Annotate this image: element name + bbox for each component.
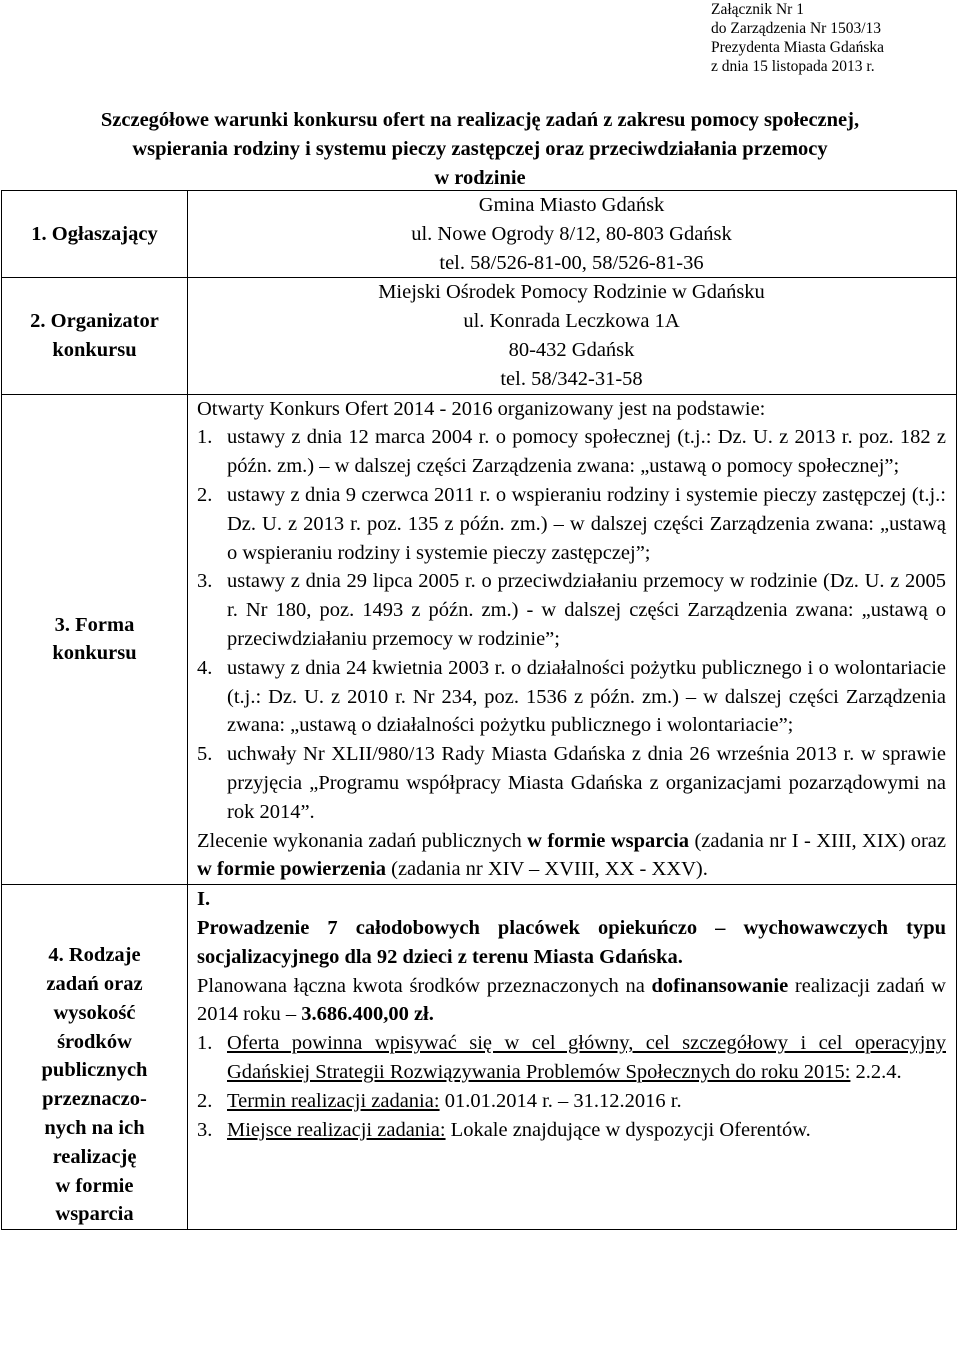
item-number: 5.: [197, 743, 213, 766]
legal-basis-item: [197, 423, 946, 481]
item-text: uchwały Nr XLII/980/13 Rady Miasta Gdańska z dnia 26 września 2013 r. w sprawie przyjęcia „Programu współpracy Miasta Gdańska z organizacjami pozarządowymi na rok 2014”.: [227, 743, 946, 823]
task-condition-item: [197, 1029, 946, 1087]
label-organizer: [2, 278, 188, 394]
label-line: środków: [57, 1030, 132, 1053]
task-roman-number: I.: [197, 888, 211, 911]
address-line: tel. 58/342-31-58: [500, 367, 643, 390]
label-line: przeznaczo-: [42, 1088, 147, 1111]
label-line: w formie: [55, 1174, 134, 1197]
item-number: 3.: [197, 1118, 213, 1141]
closing-text: Zlecenie wykonania zadań publicznych: [197, 829, 528, 852]
item-text: ustawy z dnia 29 lipca 2005 r. o przeciwdziałaniu przemocy w rodzinie (Dz. U. z 2005 r. Nr 180, poz. 1493 z późn. zm.) - w dalszej części Zarządzenia zwana: „ustawą o przeciwdziałaniu przemocy w rodzinie”;: [227, 570, 946, 650]
form-closing: [197, 827, 946, 885]
address-line: ul. Konrada Leczkowa 1A: [463, 310, 680, 333]
item-text: [227, 1029, 946, 1087]
form-intro: Otwarty Konkurs Ofert 2014 - 2016 organizowany jest na podstawie:: [197, 397, 766, 420]
item-number: 4.: [197, 656, 213, 679]
item-rest: Lokale znajdujące w dyspozycji Oferentów.: [445, 1118, 811, 1141]
label-announcer: [2, 191, 188, 278]
funding-amount: 3.686.400,00 zł.: [301, 1003, 434, 1026]
title-line: wspierania rodziny i systemu pieczy zastępczej oraz przeciwdziałania przemocy: [132, 138, 828, 160]
task-condition-item: [197, 1087, 946, 1116]
item-underlined: Termin realizacji zadania:: [227, 1089, 440, 1112]
content-form: [188, 394, 957, 885]
legal-basis-item: [197, 654, 946, 740]
funding-text: Planowana łączna kwota środków przeznaczonych na: [197, 974, 652, 997]
closing-bold: w formie wsparcia: [527, 829, 690, 852]
row-announcer: [2, 191, 957, 278]
label-line: 4. Rodzaje: [48, 944, 141, 967]
funding-bold: dofinansowanie: [651, 974, 789, 997]
item-text: ustawy z dnia 24 kwietnia 2003 r. o działalności pożytku publicznego i o wolontariacie (t.j.: Dz. U. z 2010 r. Nr 234, poz. 1536 z późn. zm.) – w dalszej części Zarządzenia zwana: „ustawą o działalności pożytku publicznego i wolontariacie”;: [227, 656, 946, 737]
conditions-table: [1, 190, 957, 1230]
task-condition-item: [197, 1116, 946, 1145]
item-text: [227, 1116, 946, 1145]
closing-text: (zadania nr I - XIII, XIX) oraz: [689, 829, 947, 852]
item-rest: 01.01.2014 r. – 31.12.2016 r.: [439, 1089, 682, 1112]
label-line: konkursu: [52, 642, 137, 665]
label-line: 3. Forma: [54, 613, 135, 636]
item-number: 3.: [197, 570, 213, 593]
legal-basis-item: [197, 567, 946, 653]
annex-note: [711, 0, 956, 76]
closing-text: (zadania nr XIV – XVIII, XX - XXV).: [386, 858, 708, 881]
row-organizer: [2, 278, 957, 394]
item-number: 2.: [197, 483, 213, 506]
label-text: 1. Ogłaszający: [31, 222, 158, 245]
label-line: publicznych: [41, 1059, 148, 1082]
label-line: 2. Organizator: [30, 310, 159, 333]
item-text: ustawy z dnia 12 marca 2004 r. o pomocy społecznej (t.j.: Dz. U. z 2013 r. poz. 182 z późn. zm.) – w dalszej części Zarządzenia zwana: „ustawą o pomocy społecznej”;: [227, 426, 946, 478]
row-task-types: [2, 885, 957, 1230]
annex-line: Załącznik Nr 1: [711, 1, 804, 18]
title-line: Szczegółowe warunki konkursu ofert na realizację zadań z zakresu pomocy społecznej,: [100, 109, 860, 131]
funding-paragraph: [197, 972, 946, 1030]
label-line: nych na ich: [44, 1116, 145, 1139]
label-form: [2, 394, 188, 885]
label-line: konkursu: [52, 338, 137, 361]
address-line: Miejski Ośrodek Pomocy Rodzinie w Gdańsku: [378, 281, 765, 304]
item-text: ustawy z dnia 9 czerwca 2011 r. o wspieraniu rodziny i systemie pieczy zastępczej (t.j.: Dz. U. z 2013 r. poz. 135 z późn. zm.) – w dalszej części Zarządzenia zwana: „ustawą o wspieraniu rodziny i systemie pieczy zastępczej”;: [227, 483, 946, 564]
task-title: Prowadzenie 7 całodobowych placówek opiekuńczo – wychowawczych typu socjalizacyjnego dla 92 dzieci z terenu Miasta Gdańska.: [197, 916, 946, 968]
label-line: zadań oraz: [46, 972, 143, 995]
annex-line: do Zarządzenia Nr 1503/13: [711, 20, 882, 37]
address-line: ul. Nowe Ogrody 8/12, 80-803 Gdańsk: [411, 222, 732, 245]
item-number: 1.: [197, 426, 213, 449]
title-line: w rodzinie: [434, 167, 526, 189]
content-organizer: [188, 278, 957, 394]
annex-line: Prezydenta Miasta Gdańska: [711, 39, 885, 56]
content-announcer: [188, 191, 957, 278]
label-line: wysokość: [53, 1001, 136, 1024]
label-line: wsparcia: [55, 1203, 134, 1226]
address-line: Gmina Miasto Gdańsk: [478, 194, 665, 216]
item-underlined: Miejsce realizacji zadania:: [227, 1118, 446, 1141]
label-task-types: [2, 885, 188, 1230]
item-text: [227, 1087, 946, 1116]
address-line: 80-432 Gdańsk: [508, 338, 635, 361]
legal-basis-item: [197, 740, 946, 826]
item-number: 1.: [197, 1032, 213, 1055]
legal-basis-item: [197, 481, 946, 567]
item-number: 2.: [197, 1089, 213, 1112]
row-form: [2, 394, 957, 885]
annex-line: z dnia 15 listopada 2013 r.: [711, 58, 875, 75]
label-line: realizację: [52, 1145, 137, 1168]
closing-bold: w formie powierzenia: [197, 858, 386, 881]
funding-text: realizacji zadań w 2014 roku –: [197, 974, 946, 1026]
document-title: [0, 106, 960, 193]
item-rest: 2.2.4.: [850, 1060, 902, 1083]
address-line: tel. 58/526-81-00, 58/526-81-36: [439, 251, 704, 274]
content-task-types: [188, 885, 957, 1230]
item-underlined: Oferta powinna wpisywać się w cel główny, cel szczegółowy i cel operacyjny Gdańskiej Strategii Rozwiązywania Problemów Społecznych do roku 2015:: [227, 1032, 946, 1083]
